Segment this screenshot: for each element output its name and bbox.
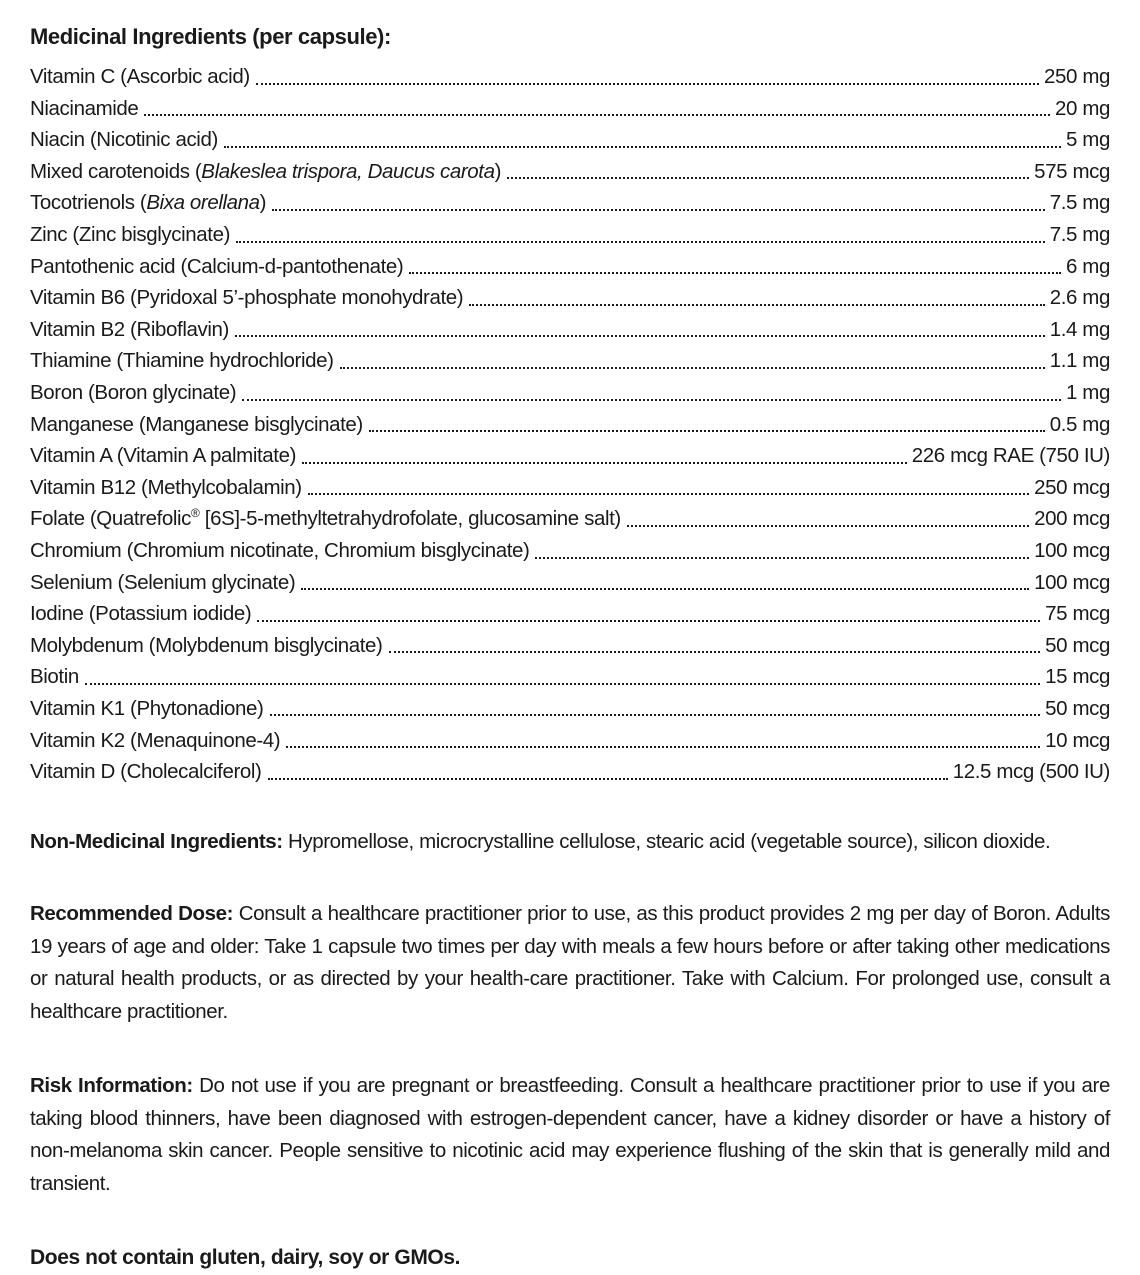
ingredient-name: Vitamin D (Cholecalciferol) [30, 760, 262, 784]
dot-leader [144, 114, 1050, 116]
ingredient-name: Boron (Boron glycinate) [30, 380, 237, 404]
dot-leader [85, 683, 1040, 685]
ingredient-amount: 7.5 mg [1049, 191, 1110, 215]
ingredient-name: Pantothenic acid (Calcium-d-pantothenate) [30, 254, 404, 278]
ingredient-name: Molybdenum (Molybdenum bisglycinate) [30, 633, 383, 657]
ingredient-name: Vitamin B12 (Methylcobalamin) [30, 475, 302, 499]
ingredient-row [30, 499, 1110, 531]
recommended-dose-text: Consult a healthcare practitioner prior to use, as this product provides 2 mg per day of Boron. Adults 19 years of age and older: Take 1 capsule two times per day with meals a few hours before or after taking other medications or natural health products, or as directed by your health-care practitioner. Take with Calcium. For prolonged use, consult a healthcare practitioner. [30, 902, 1110, 1023]
ingredient-name: Vitamin B6 (Pyridoxal 5’-phosphate monohydrate) [30, 286, 464, 310]
ingredient-name: Manganese (Manganese bisglycinate) [30, 412, 363, 436]
ingredient-name: Zinc (Zinc bisglycinate) [30, 223, 231, 246]
ingredient-amount: 1 mg [1066, 380, 1110, 404]
ingredient-name: Thiamine (Thiamine hydrochloride) [30, 349, 334, 373]
ingredient-name: Vitamin K1 (Phytonadione) [30, 696, 264, 720]
ingredient-name: Niacinamide [30, 96, 139, 120]
ingredient-name: Selenium (Selenium glycinate) [30, 570, 296, 594]
dot-leader [257, 620, 1040, 622]
medicinal-ingredient-list [30, 57, 1110, 784]
ingredient-name: Mixed carotenoids (Blakeslea trispora, Daucus carota) [30, 159, 502, 183]
ingredient-amount: 100 mcg [1034, 538, 1110, 562]
recommended-dose-label: Recommended Dose: [30, 902, 234, 926]
ingredient-name: Biotin [30, 665, 79, 689]
ingredient-row [30, 247, 1110, 279]
ingredient-name: Vitamin K2 (Menaquinone-4) [30, 728, 281, 752]
dot-leader [469, 304, 1045, 306]
ingredient-row [30, 752, 1110, 784]
ingredient-row [30, 436, 1110, 468]
dot-leader [286, 746, 1040, 748]
dot-leader [235, 335, 1045, 337]
non-medicinal-label: Non-Medicinal Ingredients: [30, 829, 283, 853]
ingredient-amount: 75 mcg [1045, 602, 1110, 626]
dot-leader [236, 241, 1045, 243]
ingredient-amount: 7.5 mg [1049, 223, 1110, 246]
ingredient-amount: 50 mcg [1045, 633, 1110, 657]
dot-leader [535, 557, 1029, 559]
ingredient-row [30, 215, 1110, 247]
risk-information-text: Do not use if you are pregnant or breastfeeding. Consult a healthcare practitioner prior to use if you are taking blood thinners, have been diagnosed with estrogen-dependent cancer, have a kidney disorder or have a history of non-melanoma skin cancer. People sensitive to nicotinic acid may experience flushing of the skin that is generally mild and transient. [30, 1074, 1110, 1195]
ingredient-amount: 12.5 mcg (500 IU) [952, 760, 1110, 784]
ingredient-row [30, 657, 1110, 689]
ingredient-row [30, 278, 1110, 310]
ingredient-row [30, 57, 1110, 89]
dot-leader [270, 714, 1041, 716]
dot-leader [340, 367, 1045, 369]
dot-leader [627, 525, 1029, 527]
ingredient-amount: 250 mg [1044, 65, 1110, 89]
non-medicinal-text: Hypromellose, microcrystalline cellulose, stearic acid (vegetable source), silicon dioxide. [288, 829, 1051, 853]
ingredient-amount: 20 mg [1055, 96, 1110, 120]
ingredient-amount: 5 mg [1066, 128, 1110, 152]
dot-leader [242, 399, 1061, 401]
ingredient-row [30, 152, 1110, 184]
ingredient-row [30, 626, 1110, 658]
recommended-dose-section [30, 898, 1110, 1028]
ingredient-row [30, 531, 1110, 563]
risk-information-label: Risk Information: [30, 1074, 193, 1098]
ingredient-amount: 50 mcg [1045, 696, 1110, 720]
dot-leader [389, 651, 1041, 653]
ingredient-amount: 2.6 mg [1049, 286, 1110, 310]
dot-leader [301, 588, 1029, 590]
ingredient-row [30, 341, 1110, 373]
dot-leader [256, 83, 1039, 85]
ingredient-row [30, 373, 1110, 405]
dot-leader [272, 209, 1045, 211]
ingredient-row [30, 405, 1110, 437]
ingredient-amount: 0.5 mg [1049, 412, 1110, 436]
ingredient-amount: 575 mcg [1034, 159, 1110, 183]
ingredient-name: Niacin (Nicotinic acid) [30, 128, 218, 152]
dot-leader [268, 778, 948, 780]
ingredient-row [30, 468, 1110, 500]
ingredient-amount: 6 mg [1066, 254, 1110, 278]
ingredient-amount: 1.4 mg [1049, 317, 1110, 341]
non-medicinal-section [30, 826, 1110, 859]
ingredient-row [30, 89, 1110, 121]
ingredient-row [30, 310, 1110, 342]
ingredient-amount: 10 mcg [1045, 728, 1110, 752]
ingredient-name: Chromium (Chromium nicotinate, Chromium bisglycinate) [30, 538, 530, 562]
ingredient-name: Vitamin A (Vitamin A palmitate) [30, 444, 297, 468]
ingredient-name: Vitamin B2 (Riboflavin) [30, 317, 229, 341]
ingredient-name: Vitamin C (Ascorbic acid) [30, 65, 250, 89]
ingredient-amount: 250 mcg [1034, 475, 1110, 499]
risk-information-section [30, 1070, 1110, 1200]
ingredient-row [30, 563, 1110, 595]
dot-leader [224, 146, 1061, 148]
dot-leader [507, 177, 1029, 179]
ingredient-row [30, 120, 1110, 152]
dot-leader [308, 493, 1029, 495]
dot-leader [409, 272, 1061, 274]
ingredient-row [30, 183, 1110, 215]
ingredient-name: Iodine (Potassium iodide) [30, 602, 252, 626]
ingredient-name: Tocotrienols (Bixa orellana) [30, 191, 267, 215]
dot-leader [302, 462, 907, 464]
allergen-free-statement: Does not contain gluten, dairy, soy or GMOs. [30, 1246, 461, 1270]
ingredient-amount: 100 mcg [1034, 570, 1110, 594]
ingredient-amount: 1.1 mg [1049, 349, 1110, 373]
ingredient-amount: 200 mcg [1034, 507, 1110, 531]
ingredient-row [30, 689, 1110, 721]
ingredient-name: Folate (Quatrefolic® [6S]-5-methyltetrahydrofolate, glucosamine salt) [30, 506, 621, 531]
ingredient-row [30, 594, 1110, 626]
dot-leader [369, 430, 1045, 432]
ingredient-row [30, 720, 1110, 752]
medicinal-ingredients-title: Medicinal Ingredients (per capsule): [30, 24, 391, 49]
ingredient-amount: 15 mcg [1045, 665, 1110, 689]
ingredient-amount: 226 mcg RAE (750 IU) [911, 444, 1110, 468]
